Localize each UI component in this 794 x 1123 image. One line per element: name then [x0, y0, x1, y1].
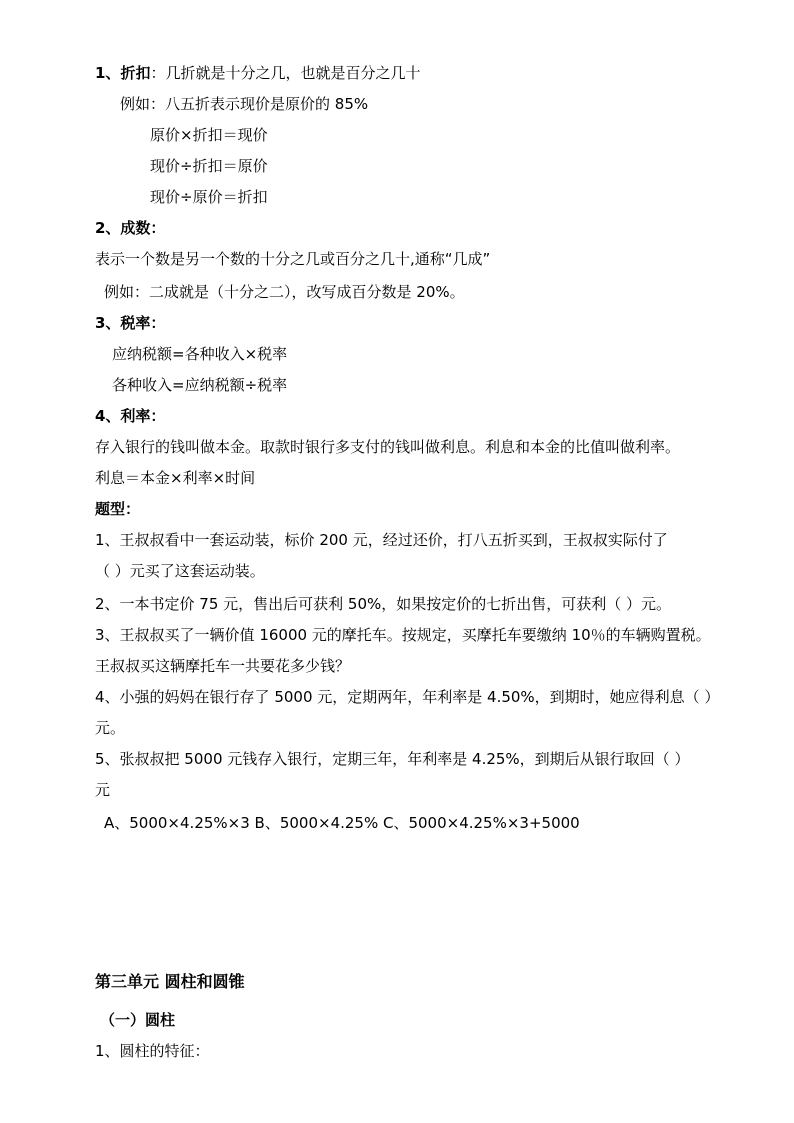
unit-3-item-1: 1、圆柱的特征：: [95, 1042, 210, 1060]
question-4-line-1: 4、小强的妈妈在银行存了 5000 元，定期两年，年利率是 4.50%，到期时，她应得利息（ ）: [95, 688, 720, 706]
percentage-example: 例如：二成就是（十分之二），改写成百分数是 20%。: [104, 283, 465, 301]
heading-number: 1、: [95, 64, 121, 82]
question-4-line-2: 元。: [95, 719, 126, 737]
exercises-heading: 题型：: [95, 500, 141, 518]
interest-definition: 存入银行的钱叫做本金。取款时银行多支付的钱叫做利息。利息和本金的比值叫做利率。: [95, 438, 681, 456]
percentage-definition: 表示一个数是另一个数的十分之几或百分之几十,通称“几成”: [95, 250, 491, 268]
section-percentage-heading: 2、成数：: [95, 219, 166, 237]
interest-formula: 利息＝本金×利率×时间: [95, 469, 256, 487]
question-5-options: A、5000×4.25%×3 B、5000×4.25% C、5000×4.25%×3+5000: [104, 814, 580, 832]
section-discount-heading: [95, 63, 420, 83]
tax-formula-1: 应纳税额=各种收入×税率: [112, 345, 288, 363]
discount-example: 例如：八五折表示现价是原价的 85%: [120, 95, 369, 113]
discount-formula-3: 现价÷原价＝折扣: [150, 188, 268, 206]
unit-3-subtitle: （一）圆柱: [100, 1011, 176, 1029]
discount-formula-1: 原价×折扣＝现价: [150, 126, 268, 144]
question-1-line-2: （ ）元买了这套运动装。: [95, 562, 265, 580]
question-5-line-1: 5、张叔叔把 5000 元钱存入银行，定期三年，年利率是 4.25%，到期后从银行取回（ ）: [95, 750, 690, 768]
tax-formula-2: 各种收入=应纳税额÷税率: [112, 376, 288, 394]
question-2: 2、一本书定价 75 元，售出后可获利 50%，如果按定价的七折出售，可获利（ ）元。: [95, 595, 672, 613]
heading-definition: ：几折就是十分之几，也就是百分之几十: [150, 64, 421, 82]
question-3-line-1: 3、王叔叔买了一辆价值 16000 元的摩托车。按规定，买摩托车要缴纳 10％的车辆购置税。: [95, 626, 711, 644]
section-interest-heading: 4、利率：: [95, 407, 166, 425]
question-3-line-2: 王叔叔买这辆摩托车一共要花多少钱？: [95, 657, 351, 675]
question-1-line-1: 1、王叔叔看中一套运动装，标价 200 元，经过还价，打八五折买到，王叔叔实际付了: [95, 531, 668, 549]
discount-formula-2: 现价÷折扣＝原价: [150, 157, 268, 175]
section-tax-heading: 3、税率：: [95, 314, 166, 332]
unit-3-title: 第三单元 圆柱和圆锥: [95, 972, 245, 991]
heading-term: 折扣: [120, 64, 151, 82]
question-5-line-2: 元: [95, 781, 111, 799]
